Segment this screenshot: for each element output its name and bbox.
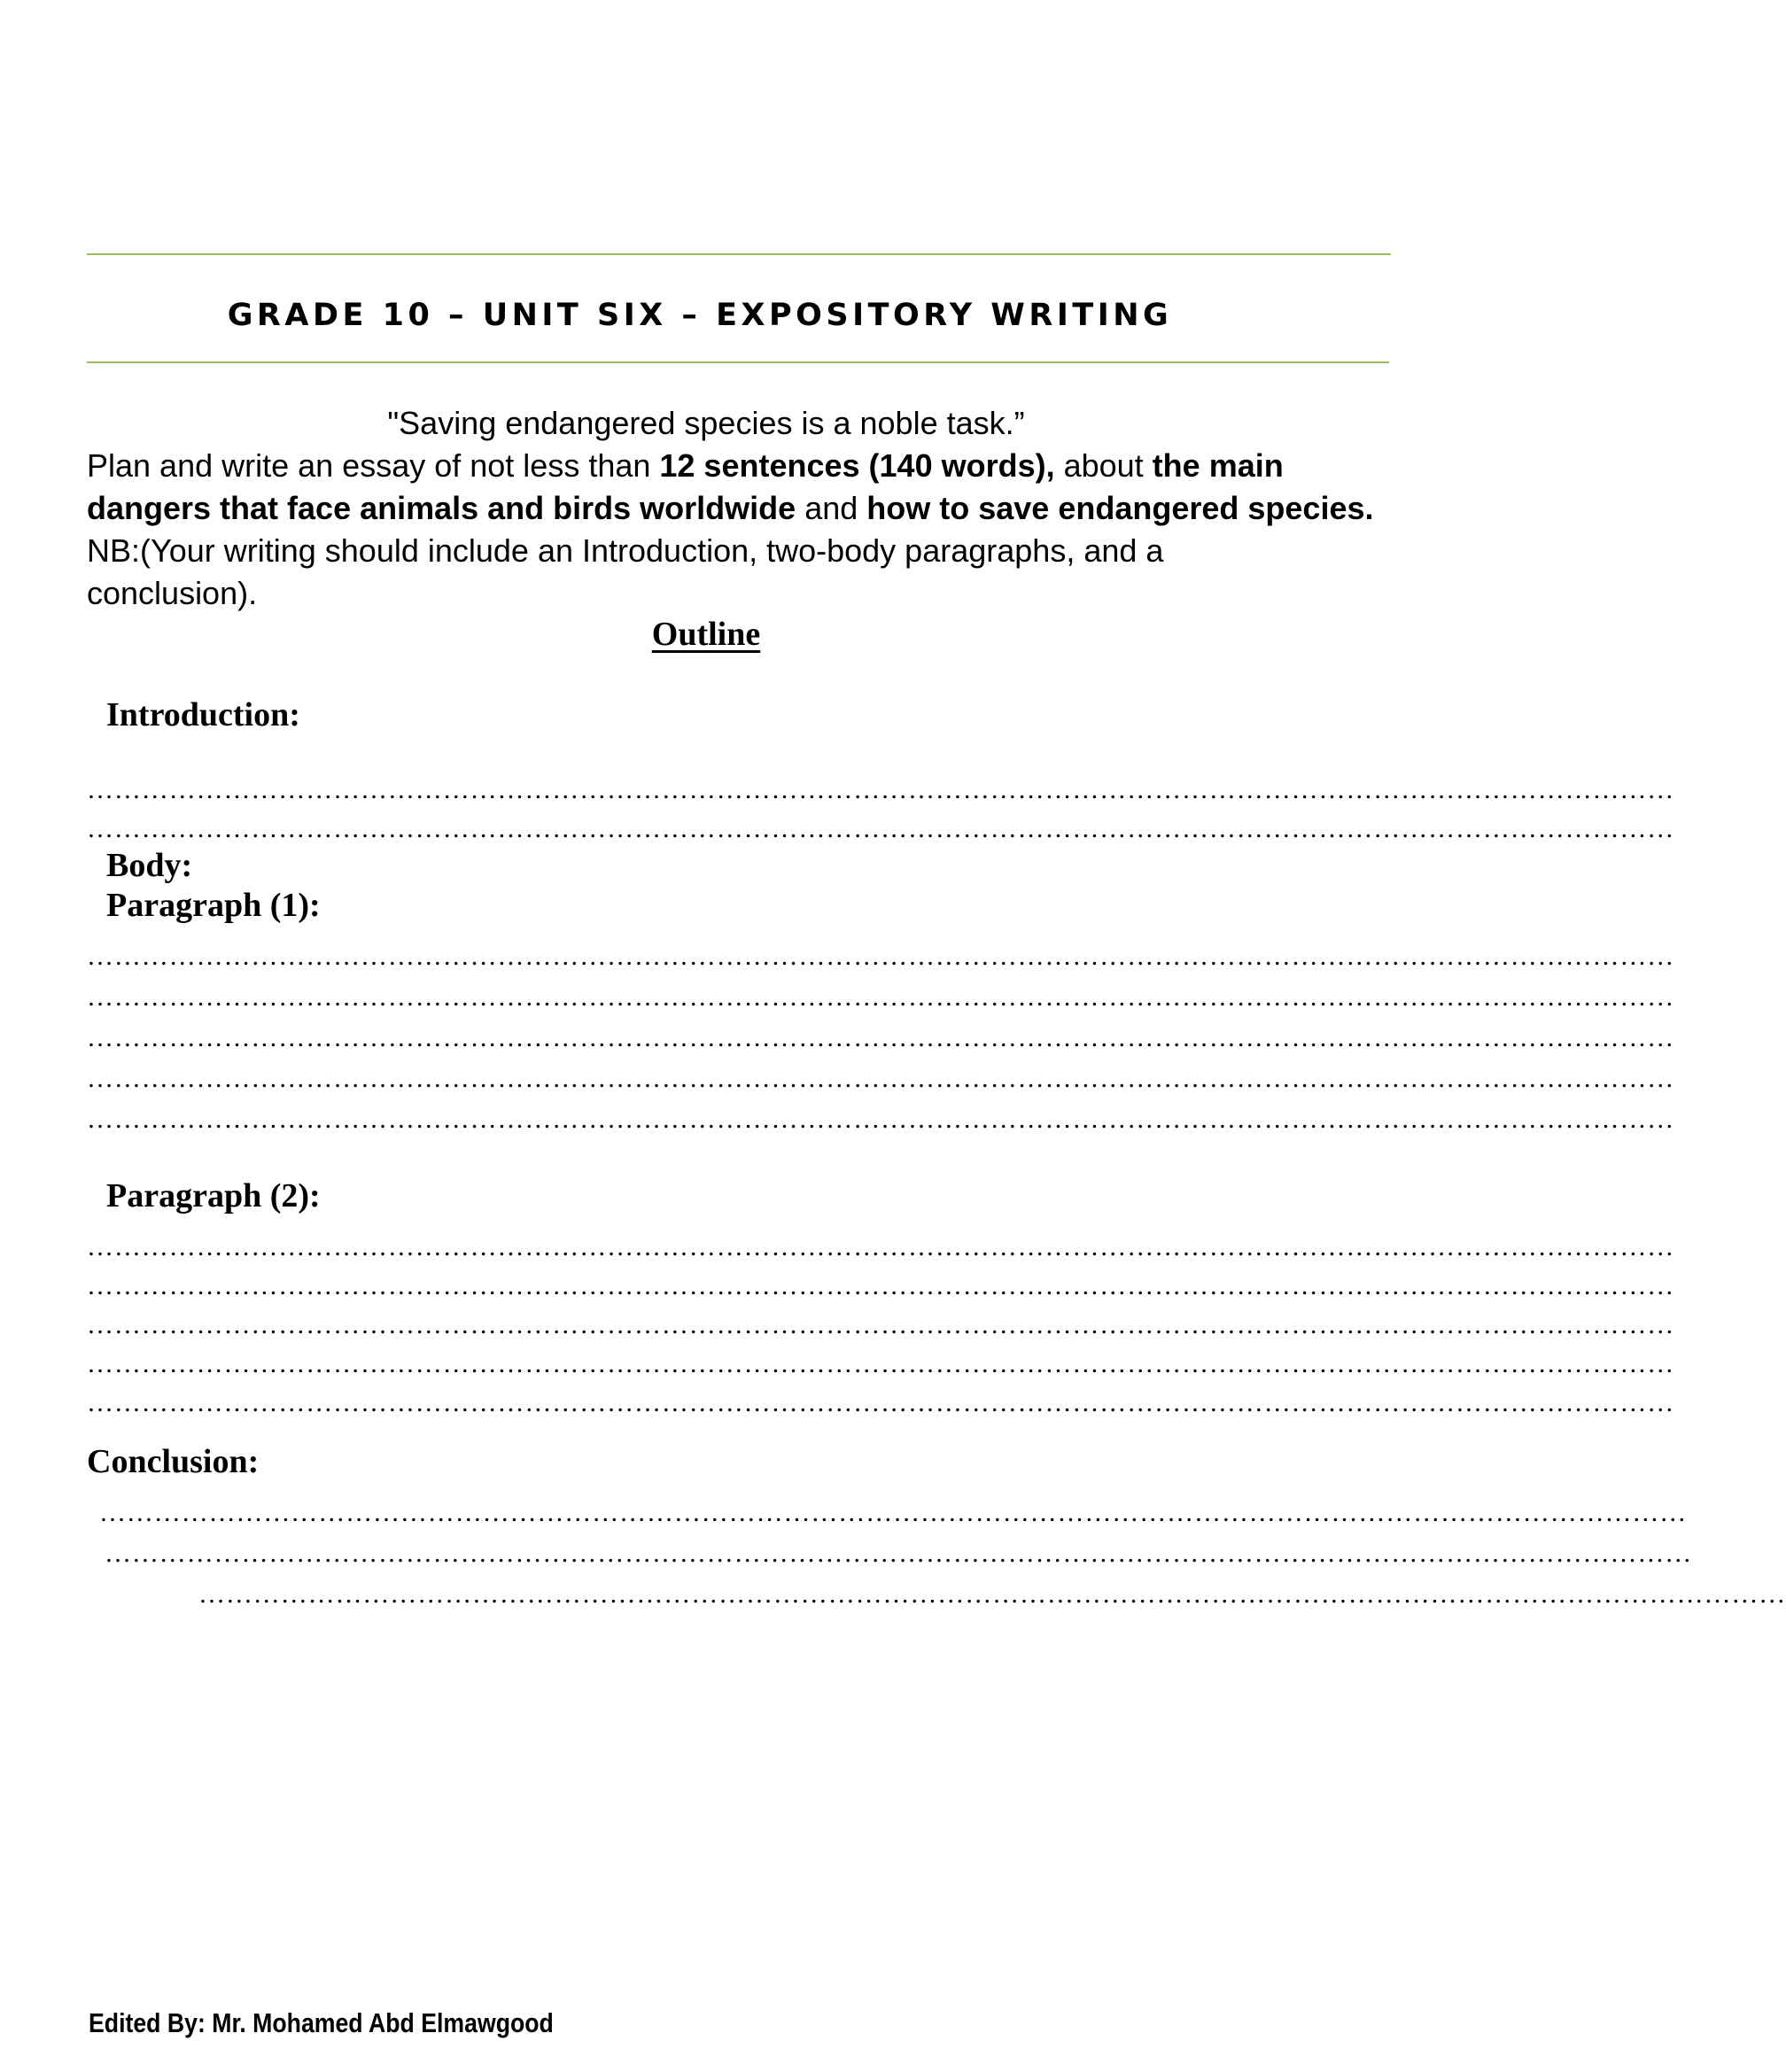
paragraph-1-writing-line[interactable]: ………………………………………………………………………………………………………………………………………………………… — [87, 1105, 1675, 1134]
conclusion-writing-line[interactable]: ………………………………………………………………………………………………………………………………………………………… — [105, 1539, 1693, 1568]
task-note-line-1: NB:(Your writing should include an Introduction, two-body paragraphs, and a — [87, 532, 1164, 569]
outline-heading: Outline — [651, 616, 761, 653]
task-length-requirement: 12 sentences (140 words), — [659, 447, 1055, 484]
task-text: about — [1054, 447, 1153, 484]
introduction-writing-line[interactable]: ………………………………………………………………………………………………………………………………………………………… — [87, 814, 1675, 843]
paragraph-1-writing-line[interactable]: ………………………………………………………………………………………………………………………………………………………… — [87, 1064, 1675, 1093]
paragraph-2-heading: Paragraph (2): — [106, 1177, 321, 1214]
paragraph-2-writing-line[interactable]: ………………………………………………………………………………………………………………………………………………………… — [87, 1310, 1675, 1339]
task-text: Plan and write an essay of not less than — [87, 447, 660, 484]
paragraph-2-writing-line[interactable]: ………………………………………………………………………………………………………………………………………………………… — [87, 1349, 1675, 1378]
task-instructions-line-2 — [87, 487, 1373, 530]
editor-credit: Edited By: Mr. Mohamed Abd Elmawgood — [89, 2007, 554, 2038]
paragraph-2-writing-line[interactable]: ………………………………………………………………………………………………………………………………………………………… — [87, 1232, 1675, 1261]
task-note-line-2: conclusion). — [87, 575, 258, 611]
introduction-heading: Introduction: — [106, 696, 300, 733]
prompt-quote: "Saving endangered species is a noble task.” — [387, 405, 1025, 441]
task-topic-part-3: how to save endangered species. — [866, 490, 1374, 526]
paragraph-2-writing-line[interactable]: ………………………………………………………………………………………………………………………………………………………… — [87, 1271, 1675, 1300]
header-top-rule — [87, 253, 1391, 255]
conclusion-writing-line[interactable]: ………………………………………………………………………………………………………………………………………………………… — [99, 1498, 1688, 1527]
task-topic-part-1: the main — [1152, 447, 1284, 484]
body-heading: Body: — [106, 847, 193, 884]
paragraph-1-writing-line[interactable]: ………………………………………………………………………………………………………………………………………………………… — [87, 942, 1675, 971]
task-instructions-line-1 — [87, 445, 1284, 487]
task-text: and — [796, 490, 867, 526]
worksheet-title: GRADE 10 – UNIT SIX – EXPOSITORY WRITING — [227, 298, 1173, 333]
paragraph-2-writing-line[interactable]: ………………………………………………………………………………………………………………………………………………………… — [87, 1388, 1675, 1417]
introduction-writing-line[interactable]: ………………………………………………………………………………………………………………………………………………………… — [87, 775, 1675, 804]
paragraph-1-heading: Paragraph (1): — [106, 887, 321, 924]
conclusion-writing-line[interactable]: ………………………………………………………………………………………………………………………………………………………… — [198, 1579, 1786, 1609]
header-bottom-rule — [87, 361, 1389, 363]
conclusion-heading: Conclusion: — [87, 1443, 260, 1480]
task-topic-part-2: dangers that face animals and birds worldwide — [87, 490, 796, 526]
paragraph-1-writing-line[interactable]: ………………………………………………………………………………………………………………………………………………………… — [87, 982, 1675, 1012]
paragraph-1-writing-line[interactable]: ………………………………………………………………………………………………………………………………………………………… — [87, 1023, 1675, 1052]
